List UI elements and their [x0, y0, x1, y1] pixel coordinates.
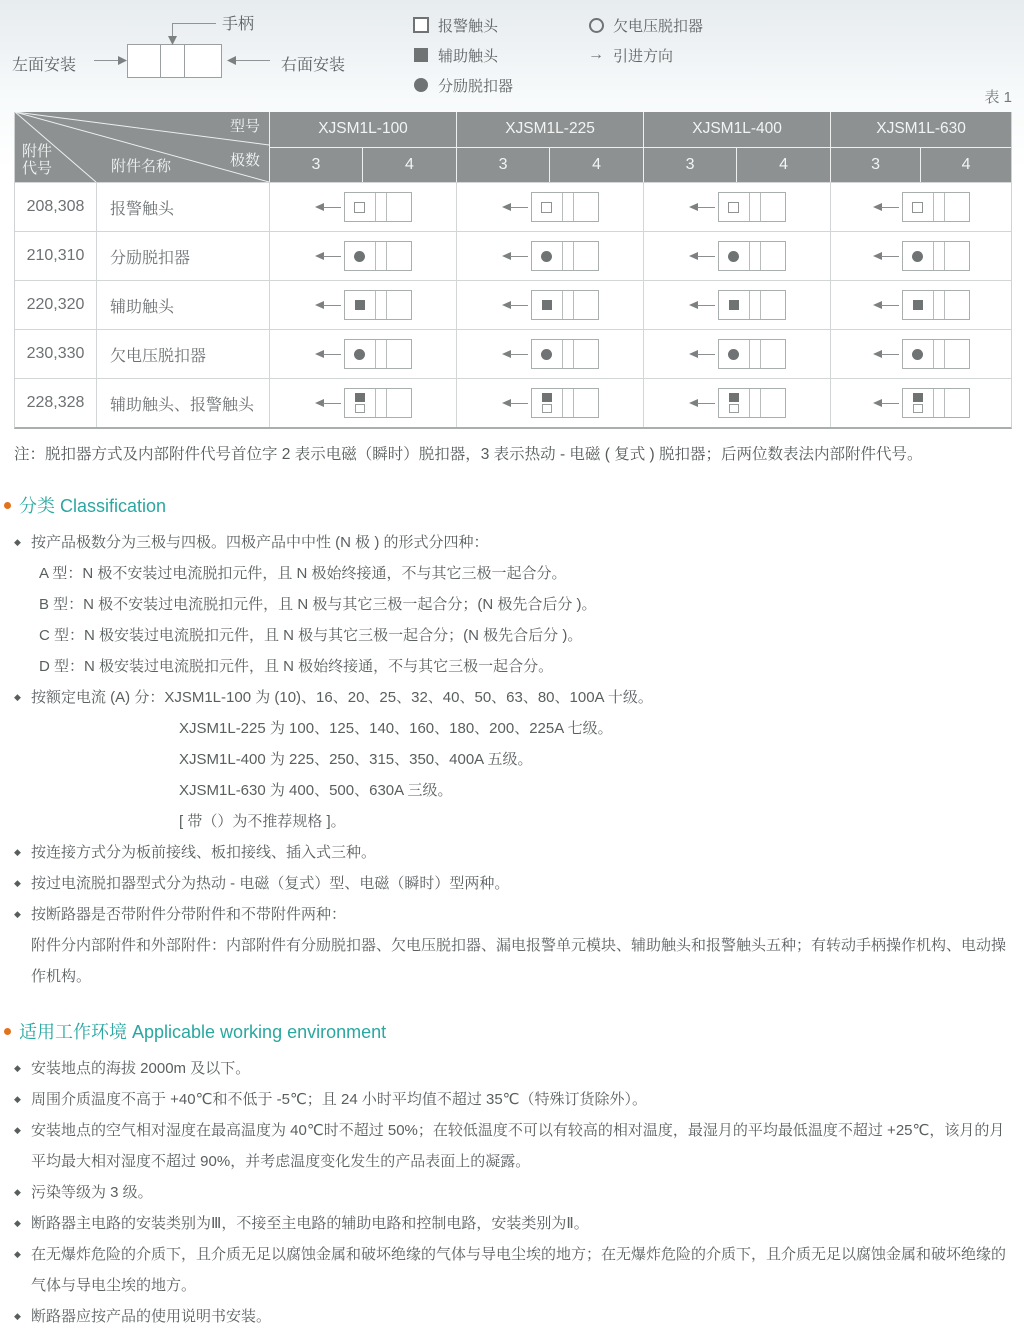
position-diagram-cell	[830, 231, 1011, 280]
handle-label: 手柄	[222, 16, 255, 33]
breaker-box	[718, 192, 786, 222]
diamond-bullet-icon: ◆	[14, 537, 21, 547]
legend-label: 欠电压脱扣器	[613, 17, 704, 35]
breaker-box	[902, 339, 970, 369]
position-diagram	[315, 290, 412, 320]
position-diagram-cell	[269, 378, 456, 427]
corner-name-label: 附件名称	[111, 158, 172, 175]
legend-column-2	[588, 10, 703, 70]
column-header-model: XJSM1L-400	[643, 112, 830, 148]
position-diagram-cell	[830, 280, 1011, 329]
position-diagram	[689, 241, 786, 271]
list-subline: B 型：N 极不安装过电流脱扣元件，且 N 极与其它三极一起合分；(N 极先合后分 )。	[39, 596, 597, 613]
position-diagram	[502, 241, 599, 271]
lead-in-arrow-icon	[689, 350, 715, 359]
left-mount-label: 左面安装	[12, 57, 77, 74]
column-header-poles: 3	[830, 148, 920, 183]
list-item	[14, 868, 1014, 899]
column-header-poles: 4	[736, 148, 830, 183]
table-row	[15, 329, 1011, 378]
diamond-bullet-icon: ◆	[14, 1063, 21, 1073]
undervoltage-release-icon	[354, 349, 365, 360]
position-diagram	[689, 290, 786, 320]
column-header-poles: 4	[549, 148, 643, 183]
position-diagram-cell	[643, 280, 830, 329]
position-diagram	[873, 241, 970, 271]
breaker-box	[344, 339, 412, 369]
lead-in-arrow-icon	[689, 399, 715, 408]
list-item	[14, 1301, 1014, 1332]
list-item-text: 按过电流脱扣器型式分为热动 - 电磁（复式）型、电磁（瞬时）型两种。	[31, 875, 510, 892]
list-item-text: 按额定电流 (A) 分：XJSM1L-100 为 (10)、16、20、25、32、40、50、63、80、100A 十级。	[31, 689, 653, 706]
list-item	[14, 1208, 1014, 1239]
shunt-release-icon	[354, 251, 365, 262]
position-diagram-cell	[830, 378, 1011, 427]
corner-poles-label: 极数	[229, 152, 260, 169]
position-diagram-cell	[643, 329, 830, 378]
breaker-box	[718, 339, 786, 369]
aux-and-alarm-contact-icon	[913, 393, 923, 413]
list-item	[14, 1084, 1014, 1115]
table-note: 注：脱扣器方式及内部附件代号首位字 2 表示电磁（瞬时）脱扣器，3 表示热动 - 电磁 ( 复式 ) 脱扣器；后两位数表法内部附件代号。	[14, 446, 923, 463]
column-header-model: XJSM1L-100	[269, 112, 456, 148]
section-title: 分类 Classification	[19, 496, 167, 516]
diamond-bullet-icon: ◆	[14, 1187, 21, 1197]
lead-in-arrow-icon	[502, 301, 528, 310]
lead-in-arrow-icon	[315, 203, 341, 212]
column-header-poles: 3	[643, 148, 736, 183]
position-diagram	[315, 388, 412, 418]
position-diagram	[873, 290, 970, 320]
table-row	[15, 231, 1011, 280]
breaker-box	[531, 388, 599, 418]
position-diagram	[502, 339, 599, 369]
position-diagram-cell	[830, 329, 1011, 378]
accessory-name: 辅助触头、报警触头	[96, 378, 269, 427]
list-item-text: 安装地点的海拔 2000m 及以下。	[31, 1060, 251, 1077]
list-subline: XJSM1L-225 为 100、125、140、160、180、200、225A 七级。	[179, 720, 613, 737]
diamond-bullet-icon: ◆	[14, 909, 21, 919]
column-header-model: XJSM1L-225	[456, 112, 643, 148]
position-diagram-cell	[269, 231, 456, 280]
diamond-bullet-icon: ◆	[14, 878, 21, 888]
position-diagram-cell	[456, 280, 643, 329]
breaker-box	[344, 192, 412, 222]
section-classification	[4, 492, 1014, 992]
position-diagram-cell	[269, 280, 456, 329]
list-item-text: 安装地点的空气相对湿度在最高温度为 40℃时不超过 50%；在较低温度不可以有较高的相对温度，最湿月的平均最低温度不超过 +25℃，该月的月平均最大相对湿度不超过 90%，并考虑温度变化发生的产品表面上的凝露。	[31, 1122, 1005, 1170]
list-item	[14, 527, 1014, 558]
breaker-box	[531, 192, 599, 222]
lead-in-arrow-icon	[502, 399, 528, 408]
position-diagram	[502, 290, 599, 320]
table-row	[15, 378, 1011, 427]
undervoltage-release-icon	[728, 349, 739, 360]
list-subline: 附件分内部附件和外部附件：内部附件有分励脱扣器、欠电压脱扣器、漏电报警单元模块、辅助触头和报警触头五种；有转动手柄操作机构、电动操作机构。	[31, 937, 1007, 985]
lead-in-arrow-icon	[873, 399, 899, 408]
breaker-box	[531, 339, 599, 369]
legend-item	[588, 10, 703, 40]
accessory-table	[14, 112, 1012, 429]
list-subline: C 型：N 极安装过电流脱扣元件，且 N 极与其它三极一起合分；(N 极先合后分 )。	[39, 627, 583, 644]
diamond-bullet-icon: ◆	[14, 1125, 21, 1135]
alarm-contact-icon	[354, 202, 365, 213]
table-caption: 表 1	[984, 89, 1012, 106]
list-item	[14, 837, 1014, 868]
breaker-box	[902, 192, 970, 222]
list-item	[14, 1053, 1014, 1084]
table-row	[15, 280, 1011, 329]
shunt-release-icon	[541, 251, 552, 262]
auxiliary-contact-icon	[729, 300, 739, 310]
list-subline: [ 带（）为不推荐规格 ]。	[179, 813, 346, 830]
lead-in-arrow-icon	[502, 203, 528, 212]
list-item-text: 污染等级为 3 级。	[31, 1184, 153, 1201]
position-diagram	[873, 192, 970, 222]
diamond-bullet-icon: ◆	[14, 1311, 21, 1321]
diamond-bullet-icon: ◆	[14, 847, 21, 857]
breaker-box	[902, 388, 970, 418]
auxiliary-contact-icon	[542, 300, 552, 310]
breaker-box	[718, 388, 786, 418]
breaker-box	[718, 290, 786, 320]
environment-list	[14, 1053, 1014, 1332]
list-item	[14, 1115, 1014, 1177]
accessory-name: 辅助触头	[96, 280, 269, 329]
lead-in-arrow-icon	[873, 301, 899, 310]
list-item	[14, 899, 1014, 930]
accessory-code: 220,320	[15, 280, 96, 329]
filled-circle-icon	[413, 78, 429, 92]
lead-in-arrow-icon	[873, 252, 899, 261]
accessory-code: 208,308	[15, 182, 96, 231]
accessory-name: 欠电压脱扣器	[96, 329, 269, 378]
list-subline: XJSM1L-400 为 225、250、315、350、400A 五级。	[179, 751, 533, 768]
position-diagram	[315, 339, 412, 369]
position-diagram	[689, 192, 786, 222]
corner-code-label: 附件代号	[22, 143, 53, 177]
undervoltage-release-icon	[912, 349, 923, 360]
column-header-poles: 4	[362, 148, 456, 183]
section-bullet-icon	[4, 1028, 11, 1035]
lead-in-arrow-icon	[502, 252, 528, 261]
section-heading	[4, 492, 1014, 518]
lead-in-arrow-icon	[689, 203, 715, 212]
position-diagram-cell	[456, 231, 643, 280]
table-row	[15, 182, 1011, 231]
aux-and-alarm-contact-icon	[729, 393, 739, 413]
right-mount-label: 右面安装	[281, 57, 346, 74]
legend-item	[413, 10, 513, 40]
position-diagram-cell	[456, 378, 643, 427]
accessory-name: 分励脱扣器	[96, 231, 269, 280]
position-diagram	[873, 388, 970, 418]
position-diagram	[502, 388, 599, 418]
breaker-box	[344, 290, 412, 320]
classification-list	[14, 527, 1014, 992]
lead-in-arrow-icon	[873, 350, 899, 359]
breaker-box	[902, 290, 970, 320]
alarm-contact-icon	[541, 202, 552, 213]
legend-column-1	[413, 10, 513, 100]
legend-label: 分励脱扣器	[438, 77, 514, 95]
lead-in-arrow-icon	[315, 350, 341, 359]
accessory-name: 报警触头	[96, 182, 269, 231]
breaker-box	[344, 388, 412, 418]
list-item	[14, 682, 1014, 713]
list-item	[14, 1177, 1014, 1208]
lead-in-arrow-icon	[873, 203, 899, 212]
auxiliary-contact-icon	[355, 300, 365, 310]
position-diagram-cell	[643, 231, 830, 280]
undervoltage-release-icon	[541, 349, 552, 360]
list-item-text: 按断路器是否带附件分带附件和不带附件两种：	[31, 906, 347, 923]
lead-in-arrow-icon	[315, 252, 341, 261]
diamond-bullet-icon: ◆	[14, 1249, 21, 1259]
list-item-text: 断路器应按产品的使用说明书安装。	[31, 1308, 272, 1325]
filled-square-icon	[413, 48, 429, 62]
lead-in-arrow-icon	[315, 301, 341, 310]
position-diagram-cell	[269, 182, 456, 231]
breaker-box	[902, 241, 970, 271]
aux-and-alarm-contact-icon	[355, 393, 365, 413]
legend-label: 辅助触头	[438, 47, 499, 65]
shunt-release-icon	[728, 251, 739, 262]
accessory-code: 228,328	[15, 378, 96, 427]
hollow-square-icon	[413, 17, 429, 33]
column-header-poles: 4	[920, 148, 1011, 183]
left-mount-arrow-icon	[118, 56, 127, 65]
breaker-box	[344, 241, 412, 271]
position-diagram-cell	[456, 329, 643, 378]
auxiliary-contact-icon	[913, 300, 923, 310]
arrow-right-icon: →	[588, 46, 604, 63]
position-diagram	[689, 339, 786, 369]
list-item-text: 周围介质温度不高于 +40℃和不低于 -5℃；且 24 小时平均值不超过 35℃（特殊订货除外）。	[31, 1091, 648, 1108]
lead-in-arrow-icon	[502, 350, 528, 359]
position-diagram-cell	[643, 378, 830, 427]
accessory-code: 230,330	[15, 329, 96, 378]
column-header-poles: 3	[269, 148, 362, 183]
alarm-contact-icon	[912, 202, 923, 213]
list-item-text: 在无爆炸危险的介质下，且介质无足以腐蚀金属和破坏绝缘的气体与导电尘埃的地方；在无爆炸危险的介质下，且介质无足以腐蚀金属和破坏绝缘的气体与导电尘埃的地方。	[31, 1246, 1007, 1294]
legend-item	[588, 40, 703, 70]
list-subline: XJSM1L-630 为 400、500、630A 三级。	[179, 782, 453, 799]
diamond-bullet-icon: ◆	[14, 1218, 21, 1228]
section-environment	[4, 1018, 1014, 1332]
lead-in-arrow-icon	[689, 301, 715, 310]
position-diagram	[315, 192, 412, 222]
legend-item	[413, 40, 513, 70]
accessory-code: 210,310	[15, 231, 96, 280]
list-subline: D 型：N 极安装过电流脱扣元件，且 N 极始终接通，不与其它三极一起合分。	[39, 658, 554, 675]
table-corner-cell	[15, 112, 269, 182]
aux-and-alarm-contact-icon	[542, 393, 552, 413]
legend-item	[413, 70, 513, 100]
legend-label: 报警触头	[438, 17, 499, 35]
section-heading	[4, 1018, 1014, 1044]
top-area	[0, 0, 1024, 112]
position-diagram	[873, 339, 970, 369]
lead-in-arrow-icon	[315, 399, 341, 408]
list-subline: A 型：N 极不安装过电流脱扣元件，且 N 极始终接通，不与其它三极一起合分。	[39, 565, 567, 582]
legend-label: 引进方向	[613, 47, 674, 65]
breaker-box	[718, 241, 786, 271]
position-diagram	[315, 241, 412, 271]
diamond-bullet-icon: ◆	[14, 692, 21, 702]
position-diagram-cell	[456, 182, 643, 231]
shunt-release-icon	[912, 251, 923, 262]
position-diagram-cell	[830, 182, 1011, 231]
lead-in-arrow-icon	[689, 252, 715, 261]
list-item-text: 按产品极数分为三极与四极。四极产品中中性 (N 极 ) 的形式分四种：	[31, 534, 489, 551]
position-diagram-cell	[269, 329, 456, 378]
position-diagram	[502, 192, 599, 222]
column-header-model: XJSM1L-630	[830, 112, 1011, 148]
list-item	[14, 1239, 1014, 1301]
position-diagram-cell	[643, 182, 830, 231]
handle-down-arrow-icon	[168, 36, 177, 45]
breaker-box	[531, 241, 599, 271]
list-item-text: 断路器主电路的安装类别为Ⅲ，不接至主电路的辅助电路和控制电路，安装类别为Ⅱ。	[31, 1215, 589, 1232]
section-title: 适用工作环境 Applicable working environment	[19, 1022, 387, 1042]
section-bullet-icon	[4, 502, 11, 509]
position-diagram	[689, 388, 786, 418]
hollow-circle-icon	[588, 18, 604, 33]
corner-model-label: 型号	[229, 118, 260, 135]
column-header-poles: 3	[456, 148, 549, 183]
breaker-box	[531, 290, 599, 320]
alarm-contact-icon	[728, 202, 739, 213]
list-item-text: 按连接方式分为板前接线、板扣接线、插入式三种。	[31, 844, 377, 861]
diamond-bullet-icon: ◆	[14, 1094, 21, 1104]
right-mount-arrow-icon	[227, 56, 236, 65]
